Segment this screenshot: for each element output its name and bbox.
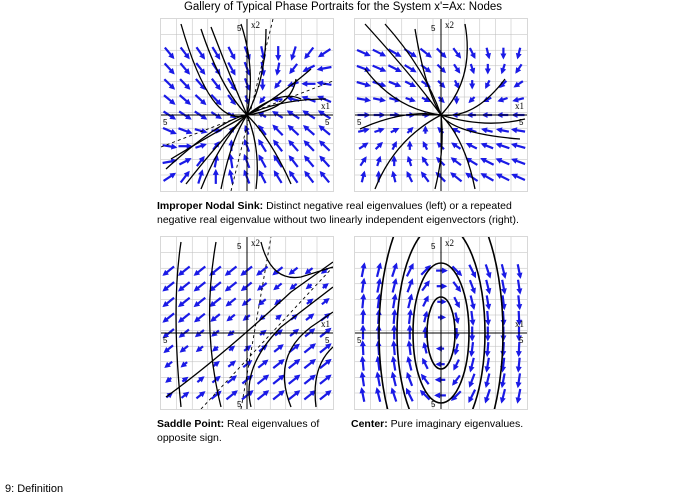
- footer-definition: 9: Definition: [5, 483, 64, 495]
- direction-arrowhead: [470, 303, 476, 310]
- direction-arrowhead: [441, 283, 447, 289]
- caption-text: Pure imaginary eigenvalues.: [387, 418, 524, 430]
- direction-arrowhead: [406, 356, 412, 363]
- caption-saddle-point: [157, 417, 347, 445]
- direction-arrowhead: [392, 293, 398, 299]
- node-distinct-plot-svg: [161, 19, 333, 191]
- eigenvector-line: [201, 267, 333, 409]
- direction-arrowhead: [497, 97, 504, 103]
- direction-arrowhead: [485, 69, 491, 75]
- direction-arrowhead: [484, 366, 490, 372]
- y-axis-label: x2: [251, 20, 260, 30]
- direction-arrowhead: [361, 262, 367, 268]
- phase-portrait-saddle: [160, 236, 334, 410]
- y-axis-label: x2: [445, 20, 454, 30]
- node-repeated-plot-svg: [355, 19, 527, 191]
- direction-arrowhead: [500, 68, 506, 75]
- direction-arrowhead: [375, 371, 381, 377]
- direction-arrowhead: [496, 143, 503, 149]
- x-min-label: 5: [163, 118, 168, 127]
- direction-arrowhead: [516, 382, 522, 388]
- caption-improper-nodal-sink: [157, 199, 557, 227]
- direction-arrowhead: [442, 268, 448, 274]
- caption-label: Saddle Point:: [157, 418, 225, 430]
- direction-arrowhead: [360, 278, 366, 284]
- caption-text: Real eigenvalues of: [224, 418, 320, 430]
- x-axis-label: x1: [321, 319, 330, 329]
- direction-arrowhead: [275, 55, 281, 61]
- direction-arrowhead: [376, 262, 382, 269]
- caption-text: negative real eigenvalue without two linearly independent eigenvectors (right).: [157, 214, 519, 226]
- center-plot-svg: [355, 237, 527, 409]
- x-max-label: 5: [519, 336, 524, 345]
- x-axis-label: x1: [515, 319, 524, 329]
- direction-arrowhead: [484, 381, 490, 388]
- direction-arrowhead: [391, 309, 397, 315]
- direction-arrowhead: [407, 325, 413, 331]
- direction-arrowhead: [228, 169, 234, 176]
- phase-portrait-node-repeated: [354, 18, 528, 192]
- y-max-label: 5: [237, 24, 242, 33]
- caption-label: Center:: [351, 418, 388, 430]
- direction-arrowhead: [435, 377, 441, 383]
- y-min-label: 5: [431, 400, 436, 409]
- saddle-plot-svg: [161, 237, 333, 409]
- direction-arrowhead: [501, 272, 507, 279]
- y-min-label: 5: [237, 400, 242, 409]
- caption-text: Distinct negative real eigenvalues (left) or a repeated: [263, 200, 512, 212]
- direction-arrowhead: [485, 288, 491, 295]
- direction-arrowhead: [380, 97, 386, 103]
- x-max-label: 5: [519, 118, 524, 127]
- direction-arrowhead: [423, 311, 429, 318]
- direction-arrowhead: [409, 97, 416, 103]
- direction-arrowhead: [434, 392, 440, 398]
- direction-arrowhead: [213, 169, 219, 175]
- direction-arrowhead: [378, 128, 385, 134]
- phase-portrait-center: [354, 236, 528, 410]
- direction-arrowhead: [469, 366, 475, 373]
- page-title: Gallery of Typical Phase Portraits for the System x'=Ax: Nodes: [183, 1, 503, 13]
- direction-arrowhead: [360, 325, 366, 331]
- direction-arrowhead: [485, 320, 491, 326]
- direction-arrowhead: [469, 68, 475, 75]
- direction-arrowhead: [516, 366, 522, 372]
- x-min-label: 5: [357, 336, 362, 345]
- direction-arrowhead: [365, 82, 372, 88]
- direction-arrowhead: [391, 372, 397, 379]
- direction-arrowhead: [485, 304, 491, 310]
- direction-arrowhead: [407, 309, 413, 315]
- direction-arrowhead: [486, 272, 492, 279]
- direction-arrowhead: [391, 171, 397, 178]
- phase-portrait-node-distinct: [160, 18, 334, 192]
- direction-arrowhead: [360, 371, 366, 377]
- direction-arrowhead: [301, 81, 307, 87]
- direction-arrowhead: [376, 156, 382, 163]
- direction-arrowhead: [360, 293, 366, 299]
- direction-arrowhead: [516, 304, 522, 310]
- direction-arrowhead: [500, 397, 506, 404]
- direction-arrowhead: [407, 141, 413, 147]
- y-max-label: 5: [431, 242, 436, 251]
- direction-arrowhead: [391, 340, 397, 346]
- direction-arrowhead: [407, 156, 413, 163]
- x-max-label: 5: [325, 118, 330, 127]
- direction-arrowhead: [454, 99, 460, 105]
- direction-arrowhead: [407, 340, 413, 346]
- direction-arrowhead: [375, 387, 381, 394]
- trajectory: [249, 287, 333, 407]
- direction-arrowhead: [360, 309, 366, 315]
- y-axis-label: x2: [445, 238, 454, 248]
- direction-arrowhead: [516, 288, 522, 294]
- direction-arrowhead: [391, 356, 397, 362]
- x-axis-label: x1: [321, 101, 330, 111]
- direction-arrowhead: [407, 294, 413, 301]
- direction-arrowhead: [516, 53, 522, 60]
- caption-label: Improper Nodal Sink:: [157, 200, 264, 212]
- direction-arrowhead: [484, 397, 490, 404]
- direction-arrowhead: [260, 85, 266, 91]
- y-axis-label: x2: [251, 238, 260, 248]
- direction-arrowhead: [469, 84, 475, 90]
- direction-arrowhead: [290, 54, 296, 61]
- x-min-label: 5: [357, 118, 362, 127]
- direction-arrowhead: [200, 143, 207, 149]
- direction-arrowhead: [365, 97, 371, 103]
- x-min-label: 5: [163, 336, 168, 345]
- direction-arrowhead: [360, 356, 366, 362]
- x-max-label: 5: [325, 336, 330, 345]
- direction-arrowhead: [469, 351, 475, 357]
- direction-arrowhead: [511, 143, 518, 149]
- direction-arrowhead: [485, 53, 491, 60]
- direction-arrowhead: [516, 397, 522, 403]
- direction-arrowhead: [275, 69, 281, 75]
- direction-arrowhead: [517, 272, 523, 278]
- direction-arrowhead: [500, 54, 506, 60]
- x-axis-label: x1: [515, 101, 524, 111]
- direction-arrowhead: [469, 336, 475, 342]
- direction-arrowhead: [485, 351, 491, 357]
- trajectory: [415, 29, 475, 189]
- caption-center: [351, 417, 571, 431]
- direction-arrowhead: [501, 288, 507, 294]
- y-max-label: 5: [237, 242, 242, 251]
- direction-arrowhead: [516, 351, 522, 357]
- direction-arrowhead: [453, 349, 459, 356]
- direction-arrowhead: [360, 171, 366, 178]
- caption-text: opposite sign.: [157, 432, 222, 444]
- direction-arrowhead: [500, 382, 506, 388]
- direction-arrowhead: [376, 278, 382, 284]
- direction-arrowhead: [392, 278, 398, 285]
- y-max-label: 5: [431, 24, 436, 33]
- trajectory: [221, 29, 266, 189]
- direction-arrowhead: [317, 66, 323, 72]
- direction-arrowhead: [470, 320, 476, 326]
- direction-arrowhead: [360, 387, 366, 393]
